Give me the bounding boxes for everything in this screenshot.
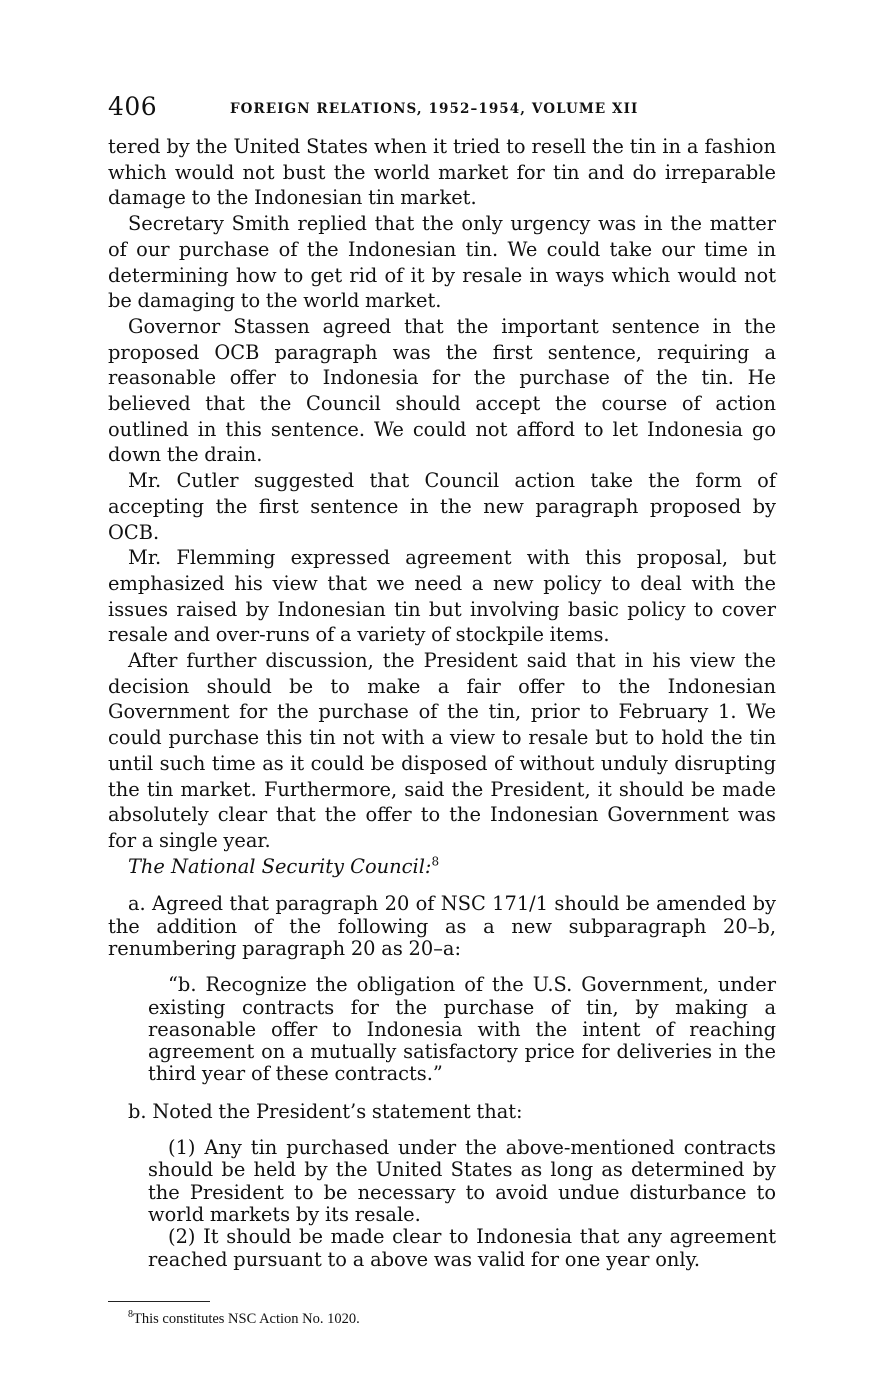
paragraph-stassen: Governor Stassen agreed that the important sentence in the proposed OCB paragraph was the first sentence, requiring a reasonable offer to Indonesia for the purchase of the tin. He believed that the Council should accept the course of action outlined in this sentence. We could not afford to let Indonesia go down the drain. bbox=[108, 314, 776, 467]
document-page bbox=[108, 92, 776, 1328]
footnote bbox=[128, 1310, 776, 1328]
council-heading bbox=[108, 854, 776, 880]
amendment-quote-text: “b. Recognize the obligation of the U.S. Government, under existing contracts for the purchase of tin, by making a reasonable offer to Indonesia with the intent of reaching agreement on a mutually satisfactory price for deliveries in the third year of these contracts.” bbox=[148, 973, 776, 1086]
paragraph-smith: Secretary Smith replied that the only urgency was in the matter of our purchase of the Indonesian tin. We could take our time in determining how to get rid of it by resale in ways which would not be damaging to the world market. bbox=[108, 212, 776, 313]
action-a: a. Agreed that paragraph 20 of NSC 171/1 should be amended by the addition of the following as a new subparagraph 20–b, renumbering paragraph 20 as 20–a: bbox=[108, 892, 776, 960]
statement-item: (2) It should be made clear to Indonesia that any agreement reached pursuant to a above was valid for one year only. bbox=[148, 1225, 776, 1271]
footnote-divider bbox=[108, 1301, 210, 1302]
page-number: 406 bbox=[108, 92, 158, 121]
action-b: b. Noted the President’s statement that: bbox=[128, 1099, 523, 1123]
footnote-reference: 8 bbox=[431, 854, 440, 869]
president-statement bbox=[148, 1137, 776, 1271]
paragraph-president: After further discussion, the President said that in his view the decision should be to make a fair offer to the Indonesian Government for the purchase of the tin, prior to February 1. We could purchase this tin not with a view to resale but to hold the tin until such time as it could be disposed of without unduly disrupting the tin market. Furthermore, said the President, it should be made absolutely clear that the offer to the Indonesian Government was for a single year. bbox=[108, 649, 776, 852]
paragraph-flemming: Mr. Flemming expressed agreement with this proposal, but emphasized his view that we need a new policy to deal with the issues raised by Indonesian tin but involving basic policy to cover resale and over-runs of a variety of stockpile items. bbox=[108, 546, 776, 647]
council-heading-text: The National Security Council: bbox=[128, 854, 432, 878]
paragraph-continued: tered by the United States when it tried to resell the tin in a fashion which would not bust the world market for tin and do irreparable damage to the Indonesian tin market. bbox=[108, 135, 776, 210]
statement-item: (1) Any tin purchased under the above-mentioned contracts should be held by the United States as long as determined by the President to be necessary to avoid undue disturbance to world markets by its resale. bbox=[148, 1136, 776, 1226]
page-header bbox=[108, 92, 776, 128]
paragraph-cutler: Mr. Cutler suggested that Council action take the form of accepting the first sentence in the new paragraph proposed by OCB. bbox=[108, 469, 776, 544]
footnote-marker: 8 bbox=[128, 1309, 133, 1321]
running-head: FOREIGN RELATIONS, 1952–1954, VOLUME XII bbox=[230, 101, 639, 117]
footnote-text: This constitutes NSC Action No. 1020. bbox=[133, 1310, 360, 1327]
amendment-quote bbox=[148, 974, 776, 1085]
